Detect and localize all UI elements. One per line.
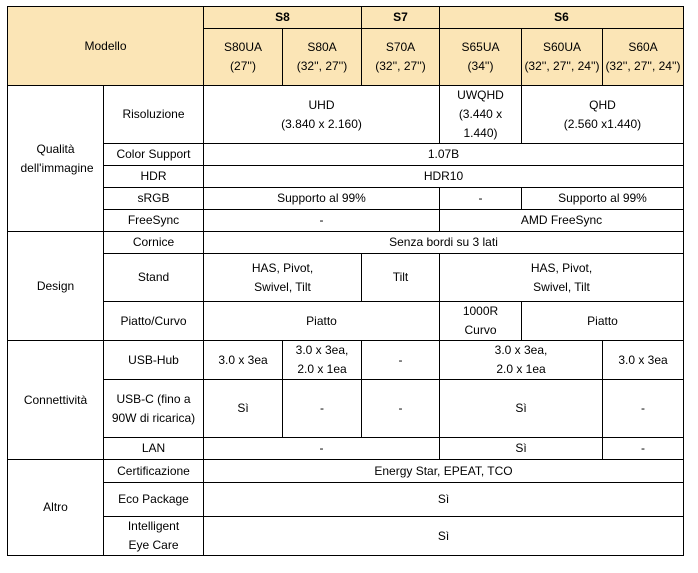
cell-risoluzione-uhd: UHD (3.840 x 2.160) bbox=[204, 86, 440, 144]
row-usb-hub bbox=[8, 341, 684, 380]
cell-freesync-s8-s7: - bbox=[204, 210, 440, 232]
cell-usb-hub-s60a: 3.0 x 3ea bbox=[603, 341, 684, 380]
cell-srgb-s8-s7: Supporto al 99% bbox=[204, 188, 440, 210]
label-freesync: FreeSync bbox=[104, 210, 204, 232]
row-lan bbox=[8, 438, 684, 460]
cell-usb-c-s80a: - bbox=[283, 380, 362, 438]
cell-color-support: 1.07B bbox=[204, 144, 684, 166]
label-risoluzione: Risoluzione bbox=[104, 86, 204, 144]
series-s8: S8 bbox=[204, 7, 362, 29]
cell-usb-hub-s70a: - bbox=[362, 341, 440, 380]
cell-lan-s8-s7: - bbox=[204, 438, 440, 460]
row-freesync bbox=[8, 210, 684, 232]
model-s70a: S70A (32'', 27'') bbox=[362, 29, 440, 86]
row-eco-package bbox=[8, 483, 684, 517]
cell-stand-s70a: Tilt bbox=[362, 254, 440, 302]
row-color-support bbox=[8, 144, 684, 166]
row-intelligent-eye-care bbox=[8, 517, 684, 556]
cell-usb-c-s80ua: Sì bbox=[204, 380, 283, 438]
cell-risoluzione-qhd: QHD (2.560 x1.440) bbox=[522, 86, 684, 144]
label-piatto-curvo: Piatto/Curvo bbox=[104, 302, 204, 341]
series-s7: S7 bbox=[362, 7, 440, 29]
cell-usb-c-s60a: - bbox=[603, 380, 684, 438]
model-s80ua: S80UA (27'') bbox=[204, 29, 283, 86]
cell-usb-c-s70a: - bbox=[362, 380, 440, 438]
cell-eco-package: Sì bbox=[204, 483, 684, 517]
row-hdr bbox=[8, 166, 684, 188]
model-s80a: S80A (32'', 27'') bbox=[283, 29, 362, 86]
label-eco-package: Eco Package bbox=[104, 483, 204, 517]
cell-intelligent-eye-care: Sì bbox=[204, 517, 684, 556]
section-qualita: Qualità dell'immagine bbox=[8, 86, 104, 232]
model-s60a: S60A (32'', 27'', 24'') bbox=[603, 29, 684, 86]
label-intelligent-eye-care: Intelligent Eye Care bbox=[104, 517, 204, 556]
label-usb-c: USB-C (fino a 90W di ricarica) bbox=[104, 380, 204, 438]
cell-risoluzione-uwqhd: UWQHD (3.440 x 1.440) bbox=[440, 86, 522, 144]
row-stand bbox=[8, 254, 684, 302]
series-s6: S6 bbox=[440, 7, 684, 29]
cell-stand-s6: HAS, Pivot, Swivel, Tilt bbox=[440, 254, 684, 302]
cell-certificazione: Energy Star, EPEAT, TCO bbox=[204, 460, 684, 483]
cell-lan-s60a: - bbox=[603, 438, 684, 460]
model-s65ua: S65UA (34'') bbox=[440, 29, 522, 86]
row-piatto-curvo bbox=[8, 302, 684, 341]
cell-usb-c-s65ua-s60ua: Sì bbox=[440, 380, 603, 438]
cell-lan-s65ua-s60ua: Sì bbox=[440, 438, 603, 460]
modello-header: Modello bbox=[8, 7, 204, 86]
section-design: Design bbox=[8, 232, 104, 341]
cell-usb-hub-s65ua-s60ua: 3.0 x 3ea, 2.0 x 1ea bbox=[440, 341, 603, 380]
series-header-row bbox=[8, 7, 684, 29]
label-stand: Stand bbox=[104, 254, 204, 302]
cell-freesync-s6: AMD FreeSync bbox=[440, 210, 684, 232]
cell-cornice: Senza bordi su 3 lati bbox=[204, 232, 684, 254]
label-certificazione: Certificazione bbox=[104, 460, 204, 483]
cell-usb-hub-s80a: 3.0 x 3ea, 2.0 x 1ea bbox=[283, 341, 362, 380]
row-usb-c bbox=[8, 380, 684, 438]
label-cornice: Cornice bbox=[104, 232, 204, 254]
cell-srgb-s65ua: - bbox=[440, 188, 522, 210]
cell-curvo-s65ua: 1000R Curvo bbox=[440, 302, 522, 341]
section-connettivita: Connettività bbox=[8, 341, 104, 460]
cell-hdr: HDR10 bbox=[204, 166, 684, 188]
row-srgb bbox=[8, 188, 684, 210]
row-certificazione bbox=[8, 460, 684, 483]
row-cornice bbox=[8, 232, 684, 254]
label-hdr: HDR bbox=[104, 166, 204, 188]
section-altro: Altro bbox=[8, 460, 104, 556]
cell-srgb-s60: Supporto al 99% bbox=[522, 188, 684, 210]
label-lan: LAN bbox=[104, 438, 204, 460]
cell-piatto-s8-s7: Piatto bbox=[204, 302, 440, 341]
model-s60ua: S60UA (32'', 27'', 24'') bbox=[522, 29, 603, 86]
row-risoluzione bbox=[8, 86, 684, 144]
cell-stand-s8: HAS, Pivot, Swivel, Tilt bbox=[204, 254, 362, 302]
cell-piatto-s60: Piatto bbox=[522, 302, 684, 341]
label-color-support: Color Support bbox=[104, 144, 204, 166]
label-srgb: sRGB bbox=[104, 188, 204, 210]
cell-usb-hub-s80ua: 3.0 x 3ea bbox=[204, 341, 283, 380]
label-usb-hub: USB-Hub bbox=[104, 341, 204, 380]
spec-table bbox=[7, 6, 684, 556]
